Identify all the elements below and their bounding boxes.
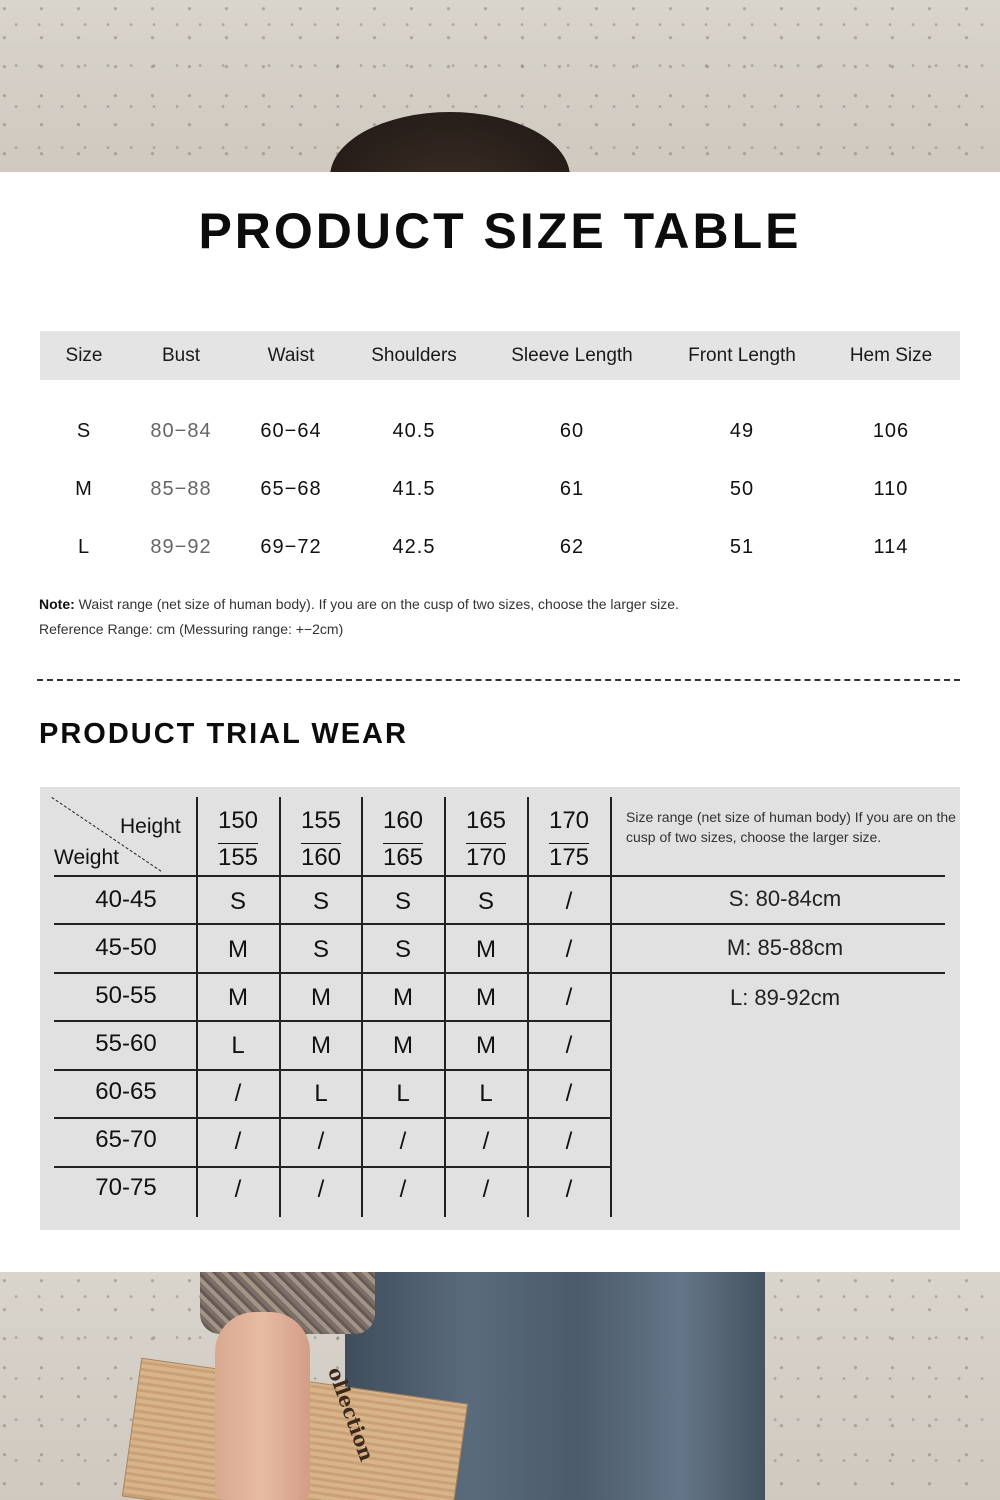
trial-size-cell: L [231, 1032, 245, 1059]
size-cell-sleeve-length: 62 [559, 536, 585, 558]
header-front-length: Front Length [688, 345, 796, 366]
height-to: 175 [548, 844, 590, 871]
height-from: 155 [300, 807, 342, 834]
height-range [446, 802, 526, 876]
note-line-1 [39, 596, 679, 612]
section-divider [37, 679, 960, 681]
trial-size-cell: / [565, 984, 573, 1011]
trial-size-cell: M [228, 936, 248, 963]
size-cell-sleeve-length: 60 [559, 420, 585, 442]
size-cell-shoulders: 41.5 [392, 478, 436, 500]
header-hem-size: Hem Size [849, 345, 933, 366]
height-to: 165 [382, 844, 424, 871]
grid-hline [54, 972, 945, 974]
height-range [363, 802, 443, 876]
size-cell-waist: 65−68 [260, 478, 322, 500]
weight-range: 50-55 [95, 982, 157, 1009]
trial-size-cell: / [565, 1080, 573, 1107]
weight-range: 65-70 [95, 1126, 157, 1153]
size-range: L: 89-92cm [729, 985, 841, 1010]
size-cell-shoulders: 40.5 [392, 420, 436, 442]
height-from: 170 [548, 807, 590, 834]
trial-size-cell: / [234, 1080, 242, 1107]
trial-size-cell: S [394, 936, 411, 963]
trial-size-cell: / [565, 1128, 573, 1155]
trial-size-cell: / [317, 1128, 325, 1155]
grid-hline [54, 1117, 610, 1119]
grid-hline [54, 1069, 610, 1071]
trial-size-cell: M [476, 936, 496, 963]
trial-size-cell: M [393, 1032, 413, 1059]
height-range [198, 802, 278, 876]
height-to: 170 [465, 844, 507, 871]
weight-range: 45-50 [95, 934, 157, 961]
size-range-note: Size range (net size of human body) If you are on the cusp of two sizes, choose the larger size. [626, 809, 956, 845]
size-cell-shoulders: 42.5 [392, 536, 436, 558]
size-cell-front-length: 51 [729, 536, 755, 558]
weight-range: 55-60 [95, 1030, 157, 1057]
size-cell-front-length: 50 [729, 478, 755, 500]
trial-size-cell: M [393, 984, 413, 1011]
model-hair [330, 112, 570, 172]
trial-size-cell: / [317, 1176, 325, 1203]
size-cell-waist: 60−64 [260, 420, 322, 442]
trial-title: PRODUCT TRIAL WEAR [39, 718, 408, 750]
trial-size-cell: M [311, 984, 331, 1011]
note-line-2: Reference Range: cm (Messuring range: +−2cm) [39, 621, 344, 637]
trial-size-cell: L [396, 1080, 410, 1107]
trial-size-cell: S [229, 888, 246, 915]
trial-size-cell: / [565, 1032, 573, 1059]
weight-label: Weight [54, 846, 119, 869]
height-range [281, 802, 361, 876]
height-range [529, 802, 609, 876]
trial-size-cell: / [565, 1176, 573, 1203]
trial-size-cell: L [479, 1080, 493, 1107]
size-cell-bust: 85−88 [150, 478, 212, 500]
size-cell-hem-size: 106 [872, 420, 910, 442]
trial-size-cell: S [312, 936, 329, 963]
newspaper-text: ollection [323, 1363, 380, 1465]
grid-hline [54, 1020, 610, 1022]
grid-hline [54, 923, 945, 925]
size-cell-size: L [77, 536, 91, 558]
size-cell-bust: 80−84 [150, 420, 212, 442]
size-cell-size: S [76, 420, 92, 442]
top-photo [0, 0, 1000, 172]
trial-size-cell: M [476, 984, 496, 1011]
grid-hline [54, 1166, 610, 1168]
trial-size-cell: M [228, 984, 248, 1011]
trial-size-cell: S [312, 888, 329, 915]
note-text: Waist range (net size of human body). If you are on the cusp of two sizes, choose the larger size. [74, 596, 679, 612]
header-bust: Bust [161, 345, 201, 366]
model-hand [215, 1312, 310, 1500]
size-cell-hem-size: 110 [873, 478, 909, 500]
note-label: Note: [39, 596, 75, 612]
header-shoulders: Shoulders [371, 345, 457, 366]
height-to: 160 [300, 844, 342, 871]
size-range: M: 85-88cm [726, 935, 844, 960]
header-sleeve-length: Sleeve Length [511, 345, 633, 366]
height-from: 150 [217, 807, 259, 834]
trial-size-cell: / [482, 1128, 490, 1155]
size-cell-waist: 69−72 [260, 536, 322, 558]
trial-size-cell: / [399, 1176, 407, 1203]
header-size: Size [65, 345, 103, 366]
height-from: 160 [382, 807, 424, 834]
trial-size-cell: / [482, 1176, 490, 1203]
bottom-photo [0, 1272, 1000, 1500]
height-from: 165 [465, 807, 507, 834]
page-title: PRODUCT SIZE TABLE [198, 203, 802, 259]
trial-size-cell: M [476, 1032, 496, 1059]
header-waist: Waist [267, 345, 315, 366]
size-cell-front-length: 49 [729, 420, 755, 442]
weight-range: 60-65 [95, 1078, 157, 1105]
size-range: S: 80-84cm [728, 886, 842, 911]
size-cell-bust: 89−92 [150, 536, 212, 558]
trial-size-cell: / [234, 1176, 242, 1203]
size-cell-sleeve-length: 61 [559, 478, 585, 500]
trial-size-cell: M [311, 1032, 331, 1059]
trial-size-cell: / [399, 1128, 407, 1155]
trial-size-cell: S [477, 888, 494, 915]
trial-size-cell: S [394, 888, 411, 915]
trial-size-cell: / [234, 1128, 242, 1155]
trial-size-cell: L [314, 1080, 328, 1107]
trial-size-cell: / [565, 888, 573, 915]
height-label: Height [120, 815, 181, 838]
size-cell-hem-size: 114 [873, 536, 909, 558]
trial-size-cell: / [565, 936, 573, 963]
height-to: 155 [217, 844, 259, 871]
weight-range: 40-45 [95, 886, 157, 913]
size-cell-size: M [75, 478, 93, 500]
weight-range: 70-75 [95, 1174, 157, 1201]
